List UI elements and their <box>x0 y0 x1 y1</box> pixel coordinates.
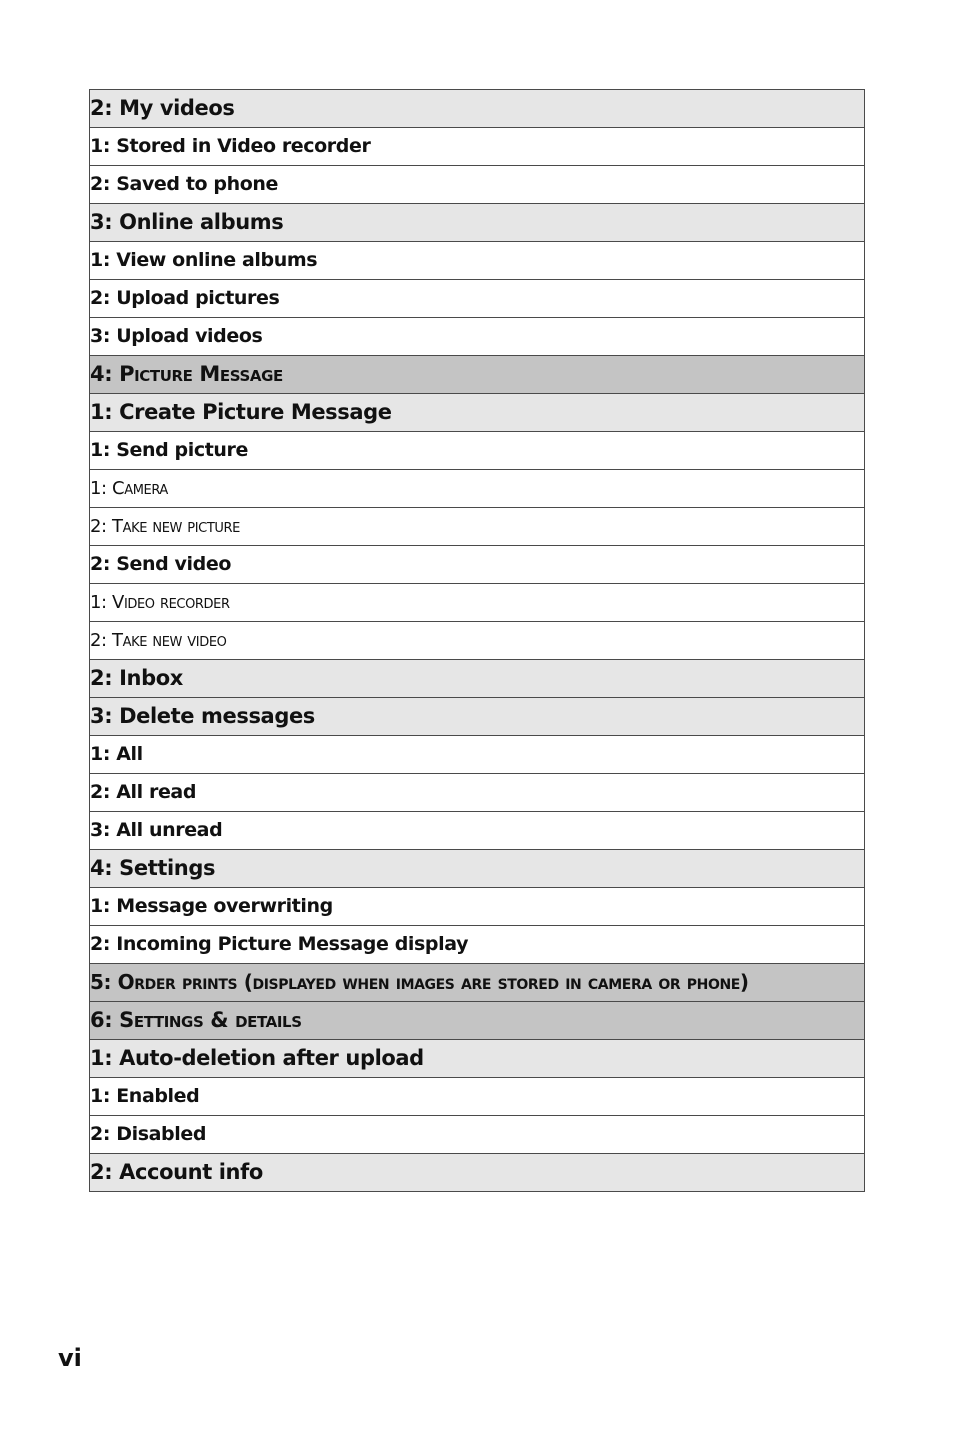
menu-row <box>90 508 865 546</box>
menu-row <box>90 204 865 242</box>
menu-row <box>90 90 865 128</box>
menu-item-take-new-video: 2: Take new video <box>90 622 865 660</box>
menu-item-my-videos: 2: My videos <box>90 90 865 128</box>
menu-item-all: 1: All <box>90 736 865 774</box>
menu-item-disabled: 2: Disabled <box>90 1116 865 1154</box>
menu-item-video-recorder: 1: Video recorder <box>90 584 865 622</box>
menu-section-row <box>90 1002 865 1040</box>
page-number: vi <box>58 1344 82 1372</box>
menu-section-picture-message: 4: Picture Message <box>90 356 865 394</box>
menu-row <box>90 128 865 166</box>
menu-item-upload-pictures: 2: Upload pictures <box>90 280 865 318</box>
menu-item-message-overwriting: 1: Message overwriting <box>90 888 865 926</box>
menu-row <box>90 1154 865 1192</box>
menu-item-auto-deletion-after-upload: 1: Auto-deletion after upload <box>90 1040 865 1078</box>
menu-item-send-video: 2: Send video <box>90 546 865 584</box>
menu-section-row <box>90 964 865 1002</box>
menu-row <box>90 166 865 204</box>
menu-item-settings: 4: Settings <box>90 850 865 888</box>
menu-row <box>90 888 865 926</box>
menu-row <box>90 280 865 318</box>
menu-row <box>90 1040 865 1078</box>
menu-section-settings-details: 6: Settings & details <box>90 1002 865 1040</box>
menu-row <box>90 774 865 812</box>
menu-item-incoming-picture-message-display: 2: Incoming Picture Message display <box>90 926 865 964</box>
menu-row <box>90 318 865 356</box>
menu-row <box>90 1116 865 1154</box>
menu-section-order-prints: 5: Order prints (displayed when images are stored in camera or phone) <box>90 964 865 1002</box>
menu-item-all-read: 2: All read <box>90 774 865 812</box>
menu-item-take-new-picture: 2: Take new picture <box>90 508 865 546</box>
menu-row <box>90 698 865 736</box>
menu-row <box>90 622 865 660</box>
menu-outline-body <box>90 90 865 1192</box>
menu-row <box>90 470 865 508</box>
menu-row <box>90 812 865 850</box>
menu-item-stored-in-video-recorder: 1: Stored in Video recorder <box>90 128 865 166</box>
menu-item-delete-messages: 3: Delete messages <box>90 698 865 736</box>
menu-row <box>90 584 865 622</box>
menu-row <box>90 660 865 698</box>
menu-item-send-picture: 1: Send picture <box>90 432 865 470</box>
menu-item-inbox: 2: Inbox <box>90 660 865 698</box>
menu-item-view-online-albums: 1: View online albums <box>90 242 865 280</box>
menu-item-account-info: 2: Account info <box>90 1154 865 1192</box>
menu-row <box>90 736 865 774</box>
menu-row <box>90 432 865 470</box>
menu-item-all-unread: 3: All unread <box>90 812 865 850</box>
menu-row <box>90 850 865 888</box>
menu-section-row <box>90 356 865 394</box>
menu-row <box>90 242 865 280</box>
menu-row <box>90 926 865 964</box>
menu-row <box>90 546 865 584</box>
menu-outline-table <box>89 89 865 1192</box>
menu-row <box>90 394 865 432</box>
menu-item-create-picture-message: 1: Create Picture Message <box>90 394 865 432</box>
menu-item-online-albums: 3: Online albums <box>90 204 865 242</box>
menu-item-saved-to-phone: 2: Saved to phone <box>90 166 865 204</box>
menu-item-upload-videos: 3: Upload videos <box>90 318 865 356</box>
menu-item-enabled: 1: Enabled <box>90 1078 865 1116</box>
menu-item-camera: 1: Camera <box>90 470 865 508</box>
menu-row <box>90 1078 865 1116</box>
